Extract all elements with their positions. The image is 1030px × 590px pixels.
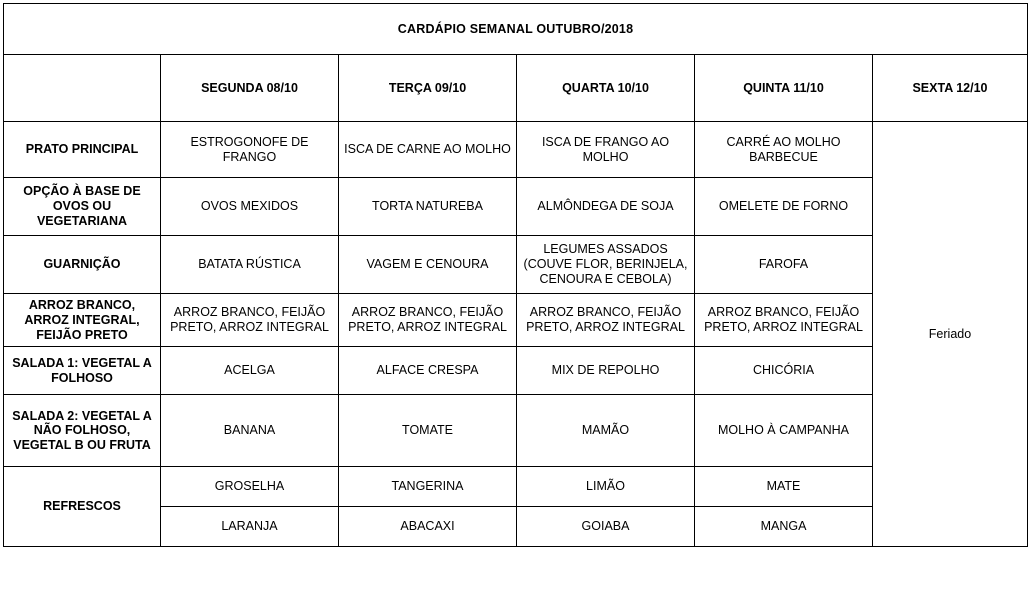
cell-salada1-quarta: MIX DE REPOLHO xyxy=(517,347,695,395)
cell-salada1-terca: ALFACE CRESPA xyxy=(339,347,517,395)
cell-prato-principal-quarta: ISCA DE FRANGO AO MOLHO xyxy=(517,122,695,178)
cell-salada2-terca: TOMATE xyxy=(339,395,517,467)
cell-guarnicao-quarta: LEGUMES ASSADOS (COUVE FLOR, BERINJELA, CENOURA E CEBOLA) xyxy=(517,236,695,294)
weekly-menu-table xyxy=(3,3,1028,547)
cell-prato-principal-terca: ISCA DE CARNE AO MOLHO xyxy=(339,122,517,178)
cell-refresco2-quarta: GOIABA xyxy=(517,507,695,547)
row-label-arroz-feijao: ARROZ BRANCO, ARROZ INTEGRAL, FEIJÃO PRETO xyxy=(4,294,161,347)
cell-arroz-segunda: ARROZ BRANCO, FEIJÃO PRETO, ARROZ INTEGRAL xyxy=(161,294,339,347)
header-corner-cell xyxy=(4,55,161,122)
cell-refresco1-quarta: LIMÃO xyxy=(517,467,695,507)
cell-guarnicao-terca: VAGEM E CENOURA xyxy=(339,236,517,294)
cell-salada1-segunda: ACELGA xyxy=(161,347,339,395)
row-label-prato-principal: PRATO PRINCIPAL xyxy=(4,122,161,178)
cell-refresco1-quinta: MATE xyxy=(695,467,873,507)
day-header-terca: TERÇA 09/10 xyxy=(339,55,517,122)
row-label-refrescos: REFRESCOS xyxy=(4,467,161,547)
table-row xyxy=(4,122,1028,178)
cell-arroz-quarta: ARROZ BRANCO, FEIJÃO PRETO, ARROZ INTEGRAL xyxy=(517,294,695,347)
menu-document xyxy=(0,3,1030,590)
day-header-quarta: QUARTA 10/10 xyxy=(517,55,695,122)
table-header-row xyxy=(4,55,1028,122)
table-title-row xyxy=(4,4,1028,55)
day-header-sexta: SEXTA 12/10 xyxy=(873,55,1028,122)
cell-refresco1-segunda: GROSELHA xyxy=(161,467,339,507)
row-label-opcao-ovos-vegetariana: OPÇÃO À BASE DE OVOS OU VEGETARIANA xyxy=(4,178,161,236)
cell-guarnicao-segunda: BATATA RÚSTICA xyxy=(161,236,339,294)
cell-refresco2-segunda: LARANJA xyxy=(161,507,339,547)
cell-salada1-quinta: CHICÓRIA xyxy=(695,347,873,395)
cell-refresco2-quinta: MANGA xyxy=(695,507,873,547)
cell-prato-principal-quinta: CARRÉ AO MOLHO BARBECUE xyxy=(695,122,873,178)
cell-opcao-terca: TORTA NATUREBA xyxy=(339,178,517,236)
cell-salada2-quarta: MAMÃO xyxy=(517,395,695,467)
cell-arroz-terca: ARROZ BRANCO, FEIJÃO PRETO, ARROZ INTEGRAL xyxy=(339,294,517,347)
cell-opcao-quarta: ALMÔNDEGA DE SOJA xyxy=(517,178,695,236)
cell-sexta-feriado: Feriado xyxy=(873,122,1028,547)
cell-opcao-quinta: OMELETE DE FORNO xyxy=(695,178,873,236)
cell-salada2-segunda: BANANA xyxy=(161,395,339,467)
cell-guarnicao-quinta: FAROFA xyxy=(695,236,873,294)
page-title: CARDÁPIO SEMANAL OUTUBRO/2018 xyxy=(4,4,1028,55)
day-header-segunda: SEGUNDA 08/10 xyxy=(161,55,339,122)
row-label-salada-2: SALADA 2: VEGETAL A NÃO FOLHOSO, VEGETAL B OU FRUTA xyxy=(4,395,161,467)
cell-refresco2-terca: ABACAXI xyxy=(339,507,517,547)
cell-prato-principal-segunda: ESTROGONOFE DE FRANGO xyxy=(161,122,339,178)
row-label-guarnicao: GUARNIÇÃO xyxy=(4,236,161,294)
row-label-salada-1: SALADA 1: VEGETAL A FOLHOSO xyxy=(4,347,161,395)
cell-salada2-quinta: MOLHO À CAMPANHA xyxy=(695,395,873,467)
cell-refresco1-terca: TANGERINA xyxy=(339,467,517,507)
cell-opcao-segunda: OVOS MEXIDOS xyxy=(161,178,339,236)
day-header-quinta: QUINTA 11/10 xyxy=(695,55,873,122)
cell-arroz-quinta: ARROZ BRANCO, FEIJÃO PRETO, ARROZ INTEGRAL xyxy=(695,294,873,347)
